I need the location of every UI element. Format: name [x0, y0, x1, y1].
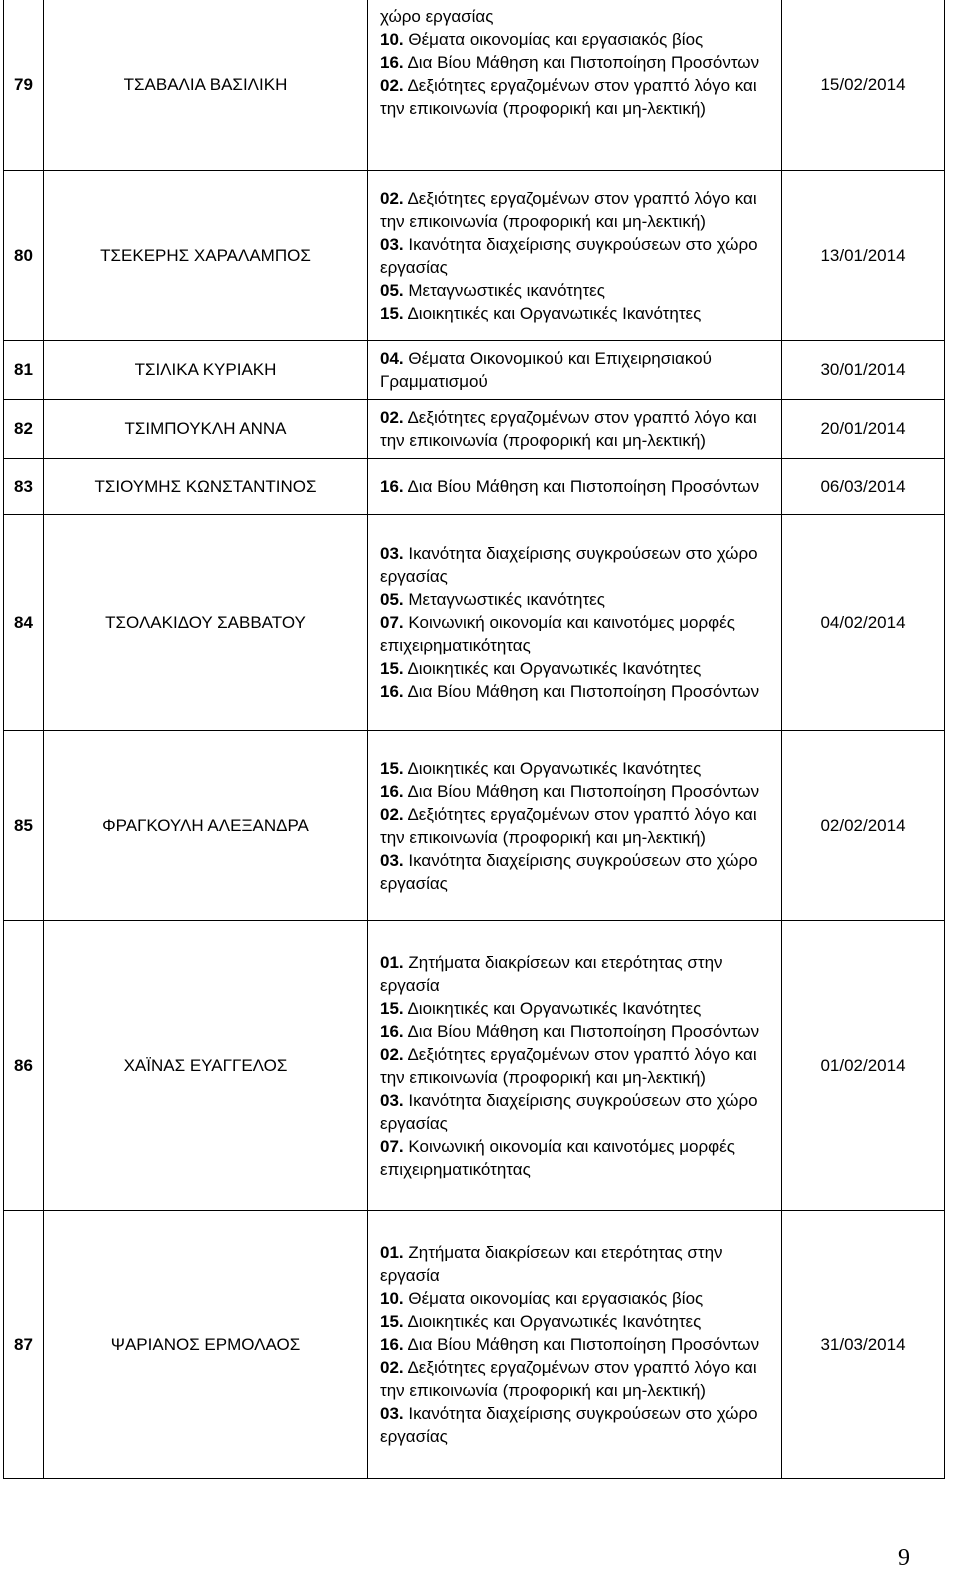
subjects-cell	[368, 1211, 782, 1479]
participant-name: ΤΣΕΚΕΡΗΣ ΧΑΡΑΛΑΜΠΟΣ	[44, 171, 368, 341]
subject-code: 16.	[380, 1335, 404, 1354]
subject-code: 03.	[380, 234, 404, 254]
completion-date: 30/01/2014	[782, 341, 945, 400]
subject-code: 01.	[380, 952, 404, 972]
participant-name: ΨΑΡΙΑΝΟΣ ΕΡΜΟΛΑΟΣ	[44, 1211, 368, 1479]
participant-name: ΤΣΑΒΑΛΙΑ ΒΑΣΙΛΙΚΗ	[44, 0, 368, 171]
subject-item	[380, 588, 773, 611]
subject-title: Δεξιότητες εργαζομένων στον γραπτό λόγο και την επικοινωνία (προφορική και μη-λεκτική)	[380, 408, 757, 450]
subjects-cell	[368, 459, 782, 515]
subject-item	[380, 611, 773, 657]
subject-code: 05.	[380, 280, 404, 300]
subject-item	[380, 849, 773, 895]
subject-item	[380, 406, 773, 452]
subject-code: 10.	[380, 30, 404, 49]
subject-item	[380, 1287, 773, 1310]
subject-item	[380, 1089, 773, 1135]
row-number: 82	[4, 400, 44, 459]
subjects-cell	[368, 0, 782, 171]
subject-title: Δια Βίου Μάθηση και Πιστοποίηση Προσόντων	[407, 682, 760, 701]
subject-title: Μεταγνωστικές ικανότητες	[408, 280, 605, 300]
subject-code: 16.	[380, 1021, 404, 1041]
subject-code: 07.	[380, 613, 404, 632]
subject-item	[380, 1402, 773, 1448]
subjects-cell	[368, 921, 782, 1211]
subject-title: Δεξιότητες εργαζομένων στον γραπτό λόγο και την επικοινωνία (προφορική και μη-λεκτική)	[380, 1358, 757, 1400]
subject-item	[380, 542, 773, 588]
subject-item	[380, 302, 773, 325]
table-body	[4, 0, 945, 1479]
subject-code: 15.	[380, 303, 404, 323]
subject-code: 16.	[380, 781, 404, 801]
subject-item	[380, 28, 773, 51]
subject-item	[380, 51, 773, 74]
subject-code: 10.	[380, 1289, 404, 1308]
row-number: 83	[4, 459, 44, 515]
subject-code: 04.	[380, 349, 404, 368]
subject-code: 15.	[380, 1312, 404, 1331]
table-row	[4, 400, 945, 459]
subject-title: Διοικητικές και Οργανωτικές Ικανότητες	[407, 1312, 702, 1331]
subject-title: Ικανότητα διαχείρισης συγκρούσεων στο χώρο εργασίας	[380, 544, 758, 586]
table-row	[4, 515, 945, 731]
subject-item	[380, 803, 773, 849]
participant-name: ΧΑΪΝΑΣ ΕΥΑΓΓΕΛΟΣ	[44, 921, 368, 1211]
subject-code: 15.	[380, 659, 404, 678]
participant-name: ΤΣΙΜΠΟΥΚΛΗ ΑΝΝΑ	[44, 400, 368, 459]
subject-code: 16.	[380, 53, 404, 72]
row-number: 79	[4, 0, 44, 171]
subject-item	[380, 1020, 773, 1043]
subject-code: 15.	[380, 758, 404, 778]
subject-code: 03.	[380, 1090, 404, 1110]
table-row	[4, 459, 945, 515]
subject-title: Μεταγνωστικές ικανότητες	[408, 590, 605, 609]
subject-title: Διοικητικές και Οργανωτικές Ικανότητες	[407, 303, 702, 323]
subjects-cell	[368, 515, 782, 731]
subject-title: Ζητήματα διακρίσεων και ετερότητας στην εργασία	[380, 1243, 723, 1285]
subject-item	[380, 347, 773, 393]
row-number: 85	[4, 731, 44, 921]
subject-title: Ικανότητα διαχείρισης συγκρούσεων στο χώρο εργασίας	[380, 1404, 758, 1446]
completion-date: 01/02/2014	[782, 921, 945, 1211]
subject-title: Δια Βίου Μάθηση και Πιστοποίηση Προσόντων	[407, 781, 760, 801]
participant-name: ΦΡΑΓΚΟΥΛΗ ΑΛΕΞΑΝΔΡΑ	[44, 731, 368, 921]
subject-title: Ζητήματα διακρίσεων και ετερότητας στην εργασία	[380, 952, 723, 995]
table-row	[4, 171, 945, 341]
subjects-cell	[368, 171, 782, 341]
subject-code: 02.	[380, 408, 404, 427]
subject-title: Δια Βίου Μάθηση και Πιστοποίηση Προσόντων	[407, 53, 760, 72]
subject-title: Ικανότητα διαχείρισης συγκρούσεων στο χώρο εργασίας	[380, 234, 758, 277]
subject-item	[380, 1356, 773, 1402]
completion-date: 02/02/2014	[782, 731, 945, 921]
subject-item	[380, 233, 773, 279]
participant-name: ΤΣΙΛΙΚΑ ΚΥΡΙΑΚΗ	[44, 341, 368, 400]
subject-item	[380, 5, 773, 28]
row-number: 87	[4, 1211, 44, 1479]
subject-code: 07.	[380, 1136, 404, 1156]
page-number: 9	[898, 1545, 910, 1571]
subject-item	[380, 1043, 773, 1089]
completion-date: 06/03/2014	[782, 459, 945, 515]
subject-item	[380, 74, 773, 120]
table-row	[4, 921, 945, 1211]
subject-title: χώρο εργασίας	[380, 7, 494, 26]
subject-code: 02.	[380, 188, 404, 208]
subject-code: 16.	[380, 477, 404, 496]
table-row	[4, 341, 945, 400]
subject-title: Διοικητικές και Οργανωτικές Ικανότητες	[407, 758, 702, 778]
table-row	[4, 0, 945, 171]
subject-title: Δεξιότητες εργαζομένων στον γραπτό λόγο και την επικοινωνία (προφορική και μη-λεκτική)	[380, 804, 757, 847]
subjects-cell	[368, 341, 782, 400]
subject-code: 15.	[380, 998, 404, 1018]
completion-date: 15/02/2014	[782, 0, 945, 171]
subject-title: Διοικητικές και Οργανωτικές Ικανότητες	[407, 659, 702, 678]
completion-date: 31/03/2014	[782, 1211, 945, 1479]
subject-title: Ικανότητα διαχείρισης συγκρούσεων στο χώρο εργασίας	[380, 1090, 758, 1133]
participants-table	[3, 0, 945, 1479]
subject-code: 03.	[380, 544, 404, 563]
subject-code: 05.	[380, 590, 404, 609]
completion-date: 13/01/2014	[782, 171, 945, 341]
row-number: 86	[4, 921, 44, 1211]
subject-title: Δεξιότητες εργαζομένων στον γραπτό λόγο και την επικοινωνία (προφορική και μη-λεκτική)	[380, 76, 757, 118]
subject-title: Θέματα οικονομίας και εργασιακός βίος	[408, 30, 704, 49]
row-number: 81	[4, 341, 44, 400]
subject-title: Διοικητικές και Οργανωτικές Ικανότητες	[407, 998, 702, 1018]
subject-title: Θέματα οικονομίας και εργασιακός βίος	[408, 1289, 704, 1308]
subject-code: 02.	[380, 804, 404, 824]
subject-code: 03.	[380, 850, 404, 870]
subject-item	[380, 475, 773, 498]
subjects-cell	[368, 731, 782, 921]
subject-title: Δεξιότητες εργαζομένων στον γραπτό λόγο και την επικοινωνία (προφορική και μη-λεκτική)	[380, 188, 757, 231]
subject-item	[380, 1135, 773, 1181]
completion-date: 20/01/2014	[782, 400, 945, 459]
subjects-cell	[368, 400, 782, 459]
subject-item	[380, 1333, 773, 1356]
table-row	[4, 731, 945, 921]
row-number: 80	[4, 171, 44, 341]
subject-item	[380, 680, 773, 703]
subject-title: Δια Βίου Μάθηση και Πιστοποίηση Προσόντων	[407, 1021, 760, 1041]
subject-code: 02.	[380, 1358, 404, 1377]
subject-title: Κοινωνική οικονομία και καινοτόμες μορφές επιχειρηματικότητας	[380, 1136, 735, 1179]
participant-name: ΤΣΙΟΥΜΗΣ ΚΩΝΣΤΑΝΤΙΝΟΣ	[44, 459, 368, 515]
subject-item	[380, 1241, 773, 1287]
subject-code: 02.	[380, 76, 404, 95]
participant-name: ΤΣΟΛΑΚΙΔΟΥ ΣΑΒΒΑΤΟΥ	[44, 515, 368, 731]
subject-item	[380, 780, 773, 803]
subject-title: Θέματα Οικονομικού και Επιχειρησιακού Γραμματισμού	[380, 349, 712, 391]
subject-item	[380, 187, 773, 233]
subject-code: 03.	[380, 1404, 404, 1423]
subject-item	[380, 657, 773, 680]
subject-code: 16.	[380, 682, 404, 701]
subject-title: Δεξιότητες εργαζομένων στον γραπτό λόγο και την επικοινωνία (προφορική και μη-λεκτική)	[380, 1044, 757, 1087]
subject-title: Ικανότητα διαχείρισης συγκρούσεων στο χώρο εργασίας	[380, 850, 758, 893]
subject-code: 02.	[380, 1044, 404, 1064]
subject-item	[380, 757, 773, 780]
subject-item	[380, 997, 773, 1020]
subject-title: Κοινωνική οικονομία και καινοτόμες μορφές επιχειρηματικότητας	[380, 613, 735, 655]
subject-title: Δια Βίου Μάθηση και Πιστοποίηση Προσόντων	[407, 1335, 760, 1354]
subject-code: 01.	[380, 1243, 404, 1262]
subject-title: Δια Βίου Μάθηση και Πιστοποίηση Προσόντων	[407, 477, 760, 496]
row-number: 84	[4, 515, 44, 731]
table-row	[4, 1211, 945, 1479]
subject-item	[380, 279, 773, 302]
completion-date: 04/02/2014	[782, 515, 945, 731]
subject-item	[380, 1310, 773, 1333]
subject-item	[380, 951, 773, 997]
